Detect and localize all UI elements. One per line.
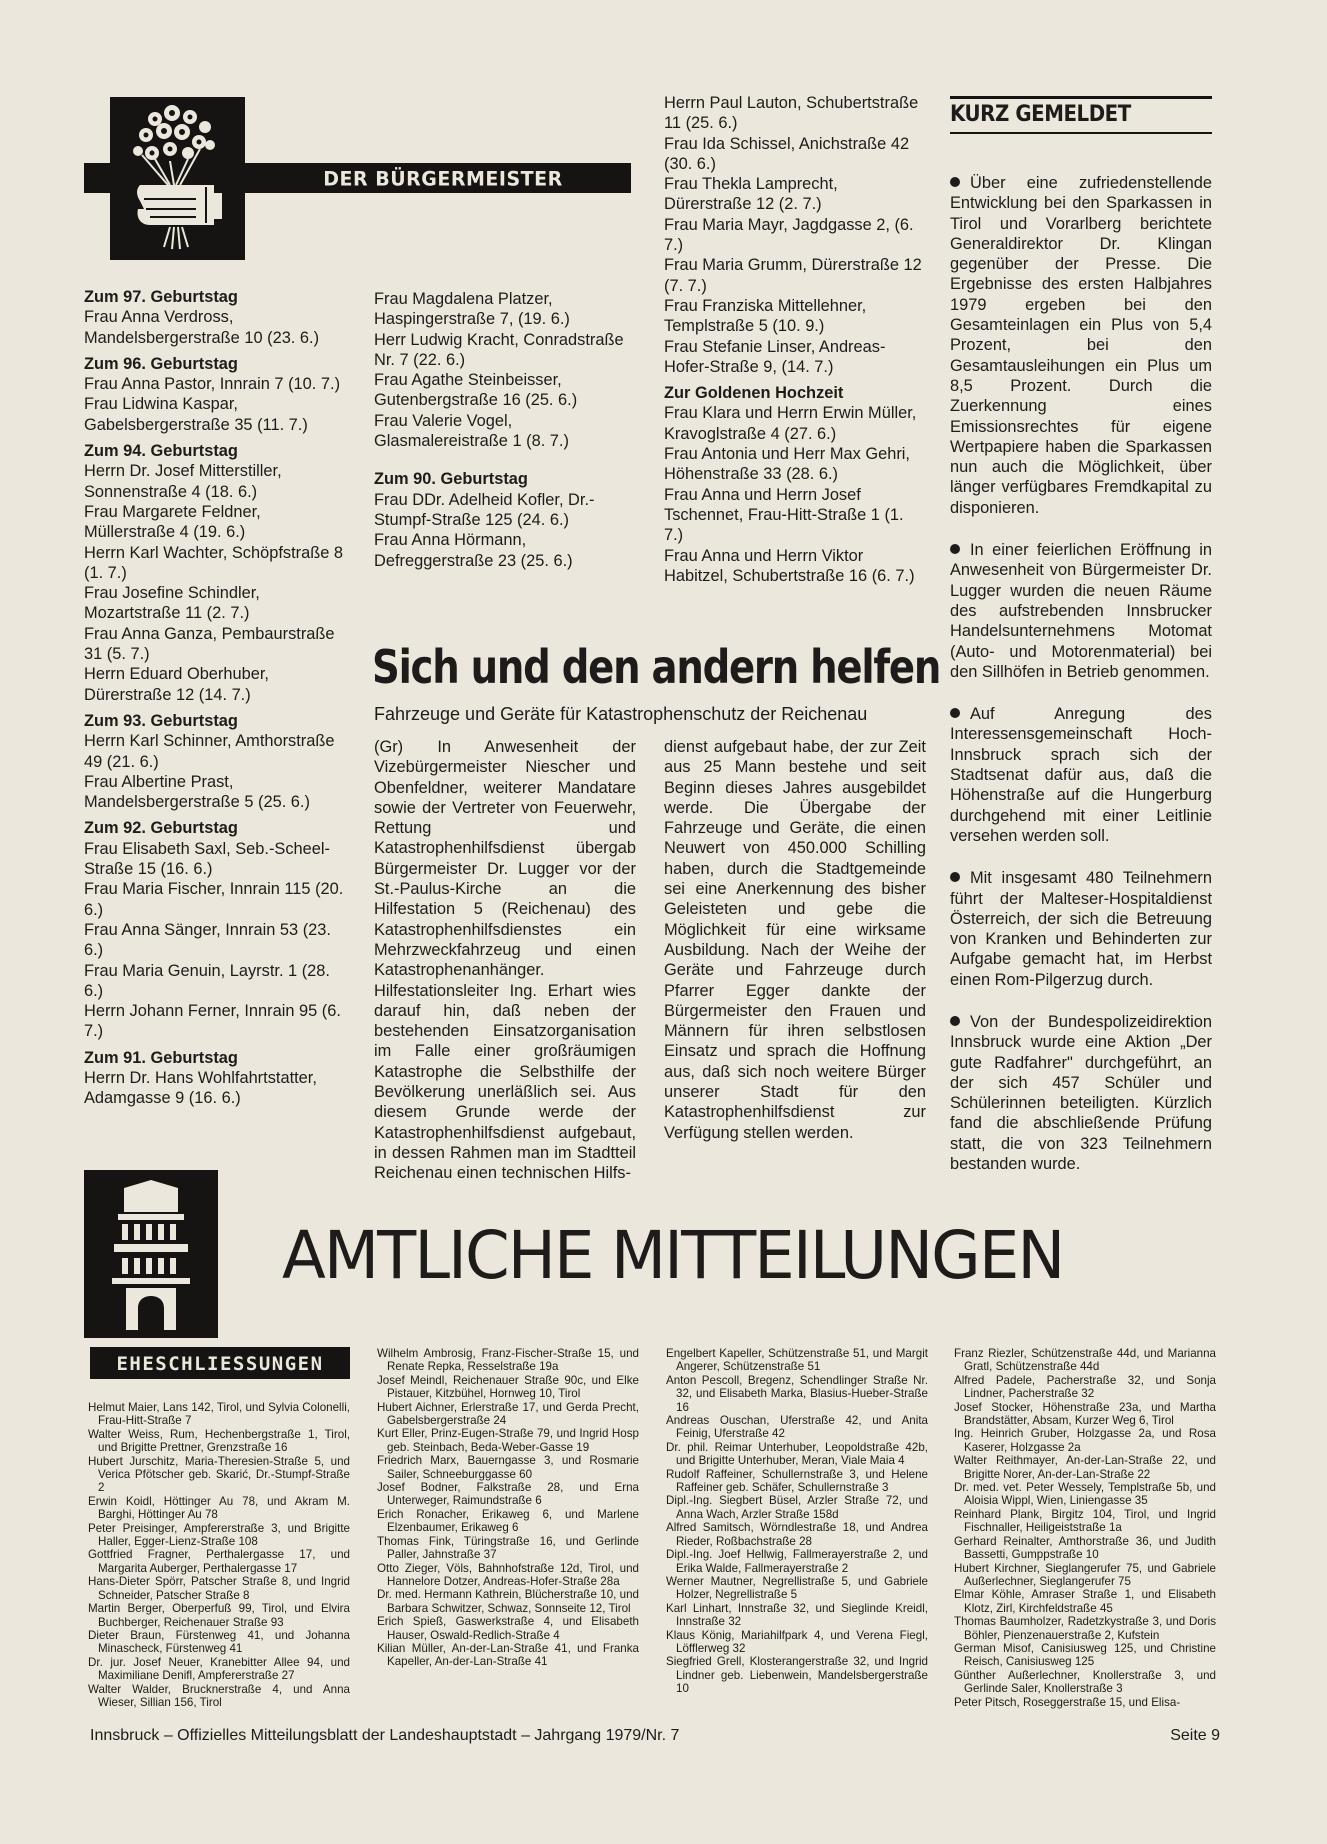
marriage-entry: Dr. phil. Reimar Unterhuber, Leopoldstraße 42b, und Brigitte Unterhuber, Meran, Viale Maia 4 bbox=[666, 1440, 928, 1468]
gratulation-entry: Herrn Dr. Josef Mitterstiller, Sonnenstraße 4 (18. 6.) bbox=[84, 462, 282, 501]
marriage-entry: Dipl.-Ing. Joef Hellwig, Fallmerayerstraße 2, und Erika Walde, Fallmerayerstraße 2 bbox=[666, 1548, 928, 1575]
marriage-entry: Erwin Koidl, Höttinger Au 78, und Akram M. Barghi, Höttinger Au 78 bbox=[88, 1494, 350, 1522]
article-subhead: Fahrzeuge und Geräte für Katastrophenschutz der Reichenau bbox=[374, 704, 868, 724]
article-column-2: dienst aufgebaut habe, der zur Zeit aus 25 Mann bestehe und seit Beginn dieses Jahres ausgebildet werde. Die Übergabe der Fahrzeuge und Geräte, die einen Neuwert von 450.000 Schilling haben, durch die Stadtgemeinde sei eine Anerkennung des bisher Geleisteten und gebe die Möglichkeit für eine wirksame Ausbildung. Nach der Weihe der Geräte und Fahrzeuge durch Pfarrer Egger dankte der Bürgermeister den Frauen und Männern für ihren selbstlosen Einsatz und sprach die Hoffnung aus, daß sich noch weitere Bürger unserer Stadt für den Katastrophenhilfsdienst zur Verfügung stellen werden. bbox=[664, 738, 926, 1142]
gratulation-entry: Herrn Karl Schinner, Amthorstraße 49 (21. 6.) bbox=[84, 732, 335, 771]
gratulation-entry: Frau Antonia und Herr Max Gehri, Höhenstraße 33 (28. 6.) bbox=[664, 445, 910, 484]
gratulation-entry: Frau Anna Pastor, Innrain 7 (10. 7.) bbox=[84, 375, 341, 394]
marriage-entry: Kurt Eller, Prinz-Eugen-Straße 79, und Ingrid Hosp geb. Steinbach, Beda-Weber-Gasse 19 bbox=[377, 1427, 639, 1454]
marriage-entry: Peter Preisinger, Ampfererstraße 3, und Brigitte Haller, Egger-Lienz-Straße 108 bbox=[88, 1521, 350, 1549]
gratulation-entry: Frau Klara und Herrn Erwin Müller, Kravoglstraße 4 (27. 6.) bbox=[664, 404, 917, 443]
marriage-entry: Erich Spieß, Gaswerkstraße 4, und Elisabeth Hauser, Oswald-Redlich-Straße 4 bbox=[377, 1615, 639, 1642]
marriage-entry: Thomas Baumholzer, Radetzkystraße 3, und Doris Böhler, Pienzenauerstraße 2, Kufstein bbox=[954, 1615, 1216, 1642]
gratulation-entry: Herrn Karl Wachter, Schöpfstraße 8 (1. 7.) bbox=[84, 543, 344, 582]
gratulation-entry: Frau Josefine Schindler, Mozartstraße 11 (2. 7.) bbox=[84, 584, 260, 623]
marriage-entry: Kilian Müller, An-der-Lan-Straße 41, und Franka Kapeller, An-der-Lan-Straße 41 bbox=[377, 1641, 639, 1669]
marriage-entry: Josef Meindl, Reichenauer Straße 90c, und Elke Pistauer, Kitzbühel, Hornweg 10, Tirol bbox=[377, 1373, 639, 1401]
bullet-icon bbox=[950, 177, 960, 187]
marriage-entry: Friedrich Marx, Bauerngasse 3, und Rosmarie Sailer, Schneeburggasse 60 bbox=[377, 1454, 639, 1481]
marriage-entry: Walter Weiss, Rum, Hechenbergstraße 1, Tirol, und Brigitte Prettner, Grenzstraße 16 bbox=[88, 1427, 350, 1455]
gratulation-entry: Frau Anna Sänger, Innrain 53 (23. 6.) bbox=[84, 920, 331, 960]
marriage-entry: Peter Pitsch, Roseggerstraße 15, und Elisa- bbox=[954, 1695, 1181, 1709]
marriage-entry: Dr. med. Hermann Kathrein, Blücherstraße 10, und Barbara Schwitzer, Schwaz, Sonnseite 12, Tirol bbox=[377, 1588, 639, 1615]
article-headline: Sich und den andern helfen bbox=[372, 640, 941, 694]
marriage-entry: Alfred Samitsch, Wörndlestraße 18, und Andrea Rieder, Roßbachstraße 28 bbox=[666, 1521, 928, 1548]
marriage-entry: Thomas Fink, Türingstraße 16, und Gerlinde Paller, Jahnstraße 37 bbox=[377, 1534, 639, 1562]
bullet-icon bbox=[950, 544, 960, 554]
gratulation-entry: Herrn Dr. Hans Wohlfahrtstatter, Adamgasse 9 (16. 6.) bbox=[84, 1068, 317, 1108]
kurz-item-text: Von der Bundespolizeidirektion Innsbruck wurde eine Aktion „Der gute Radfahrer" durchgeführt, an der sich 457 Schüler und Schülerinnen beteiligten. Kürzlich fand die abschließende Prüfung statt, die von 323 Teilnehmern bestanden wurde. bbox=[950, 1012, 1212, 1174]
marriage-entry: Walter Reithmayer, An-der-Lan-Straße 22, und Brigitte Norer, An-der-Lan-Straße 22 bbox=[954, 1454, 1216, 1481]
gratulation-heading: Zur Goldenen Hochzeit bbox=[664, 384, 844, 403]
bullet-icon bbox=[950, 708, 960, 718]
gratulation-column-3 bbox=[664, 93, 926, 586]
gratulation-heading: Zum 97. Geburtstag bbox=[84, 288, 238, 306]
gratulation-column-2 bbox=[374, 289, 636, 571]
gratulation-heading: Zum 96. Geburtstag bbox=[84, 354, 238, 373]
gratulation-entry: Frau Margarete Feldner, Müllerstraße 4 (19. 6.) bbox=[84, 502, 261, 542]
ehe-column-2 bbox=[377, 1347, 639, 1669]
marriage-entry: Josef Stocker, Höhenstraße 23a, und Martha Brandstätter, Absam, Kurzer Weg 6, Tirol bbox=[954, 1400, 1216, 1428]
kurz-item bbox=[950, 173, 1212, 518]
gratulation-entry: Frau Lidwina Kaspar, Gabelsbergerstraße 35 (11. 7.) bbox=[84, 395, 308, 434]
marriage-entry: Günther Außerlechner, Knollerstraße 3, und Gerlinde Saler, Knollerstraße 3 bbox=[954, 1668, 1216, 1696]
ehe-column-1 bbox=[88, 1401, 350, 1709]
gratulation-heading: Zum 94. Geburtstag bbox=[84, 442, 238, 461]
kurz-item-text: Mit insgesamt 480 Teilnehmern führt der Malteser-Hospitaldienst Österreich, der sich die Betreuung von Kranken und Behinderten zur Aufgabe gemacht hat, im Herbst einen Rom-Pilgerzug durch. bbox=[950, 869, 1212, 989]
marriage-entry: German Misof, Canisiusweg 125, und Christine Reisch, Canisiusweg 125 bbox=[954, 1641, 1216, 1669]
gratulation-heading: Zum 93. Geburtstag bbox=[84, 711, 238, 730]
gratulation-column-1 bbox=[84, 287, 346, 1109]
kurz-item-text: Auf Anregung des Interessensgemeinschaft Hoch-Innsbruck sprach sich der Stadtsenat dafür aus, daß die Höhenstraße auf die Hungerburg durchgehend mit einer Leitlinie versehen werden soll. bbox=[950, 705, 1212, 845]
ehe-column-4 bbox=[954, 1347, 1216, 1709]
gratulation-entry: Herrn Paul Lauton, Schubertstraße 11 (25. 6.) bbox=[664, 94, 919, 133]
marriage-entry: Dipl.-Ing. Siegbert Büsel, Arzler Straße 72, und Anna Wach, Arzler Straße 158d bbox=[666, 1494, 928, 1521]
gratulation-entry: Frau Maria Mayr, Jagdgasse 2, (6. 7.) bbox=[664, 215, 914, 255]
kurz-rule-top bbox=[950, 96, 1212, 99]
marriage-entry: Siegfried Grell, Klosterangerstraße 32, und Ingrid Lindner geb. Liebenwein, Mandelsbergerstraße 10 bbox=[666, 1655, 928, 1696]
gratulation-entry: Frau Agathe Steinbeisser, Gutenbergstraße 16 (25. 6.) bbox=[374, 371, 578, 410]
marriage-entry: Wilhelm Ambrosig, Franz-Fischer-Straße 15, und Renate Repka, Resselstraße 19a bbox=[377, 1347, 639, 1374]
marriage-entry: Franz Riezler, Schützenstraße 44d, und Marianna Gratl, Schützenstraße 44d bbox=[954, 1347, 1216, 1374]
footer-page-number: Seite 9 bbox=[1170, 1727, 1220, 1744]
marriage-entry: Dieter Braun, Fürstenweg 41, und Johanna Minascheck, Fürstenweg 41 bbox=[88, 1628, 350, 1656]
gratulation-entry: Frau Valerie Vogel, Glasmalereistraße 1 (8. 7.) bbox=[374, 411, 569, 451]
gratulation-heading: Zum 90. Geburtstag bbox=[374, 470, 528, 489]
marriage-entry: Andreas Ouschan, Uferstraße 42, und Anita Feinig, Uferstraße 42 bbox=[666, 1414, 928, 1441]
kurz-title: KURZ GEMELDET bbox=[950, 102, 1131, 127]
kurz-item bbox=[950, 1012, 1212, 1174]
ehe-column-3 bbox=[666, 1347, 928, 1696]
gratulation-title: DER BÜRGERMEISTER GRATULIERTE bbox=[323, 167, 563, 218]
gratulation-entry: Frau Magdalena Platzer, Haspingerstraße 7, (19. 6.) bbox=[374, 290, 570, 329]
gratulation-entry: Herrn Eduard Oberhuber, Dürerstraße 12 (14. 7.) bbox=[84, 665, 269, 704]
marriage-entry: Reinhard Plank, Birgitz 104, Tirol, und Ingrid Fischnaller, Heiligeiststraße 1a bbox=[954, 1507, 1216, 1535]
marriage-entry: Gerhard Reinalter, Amthorstraße 36, und Judith Bassetti, Gumppstraße 10 bbox=[954, 1534, 1216, 1562]
gratulation-heading: Zum 92. Geburtstag bbox=[84, 819, 238, 838]
marriage-entry: Alfred Padele, Pacherstraße 32, und Sonja Lindner, Pacherstraße 32 bbox=[954, 1373, 1216, 1401]
gratulation-entry: Frau Anna Hörmann, Defreggerstraße 23 (25. 6.) bbox=[374, 531, 573, 570]
marriage-entry: Gottfried Fragner, Perthalergasse 17, und Margarita Auberger, Perthalergasse 17 bbox=[88, 1548, 350, 1575]
marriage-entry: Hubert Aichner, Erlerstraße 17, und Gerda Precht, Gabelsbergerstraße 24 bbox=[377, 1400, 639, 1428]
article-column-1: (Gr) In Anwesenheit der Vizebürgermeister Niescher und Obenfeldner, weiterer Mandatare sowie der Vertreter von Feuerwehr, Rettung und Katastrophenhilfsdienst übergab Bürgermeister Dr. Lugger vor der St.-Paulus-Kirche an die Hilfestation 5 (Reichenau) des Katastrophenhilfsdienstes ein Mehrzweckfahrzeug und einen Katastrophenanhänger. Hilfestationsleiter Ing. Erhart wies darauf hin, daß neben der bestehenden Einsatzorganisation im Falle einer großräumigen Katastrophe die Selbsthilfe der Bevölkerung unerläßlich sei. Aus diesem Grunde werde der Katastrophenhilfsdienst aufgebaut, in dessen Rahmen man im Stadtteil Reichenau einen technischen Hilfs- bbox=[374, 738, 636, 1183]
marriage-entry: Walter Walder, Brucknerstraße 4, und Anna Wieser, Sillian 156, Tirol bbox=[88, 1682, 350, 1709]
kurz-item-text: Über eine zufriedenstellende Entwicklung bei den Sparkassen in Tirol und Vorarlberg berichtete Generaldirektor Dr. Klingan gegenüber der Presse. Die Ergebnisse des ersten Halbjahres 1979 ergeben bei den Gesamteinlagen ein Plus von 5,4 Prozent, bei den Gesamtausleihungen ein Plus um 8,5 Prozent. Durch die Zuerkennung eines Emissionsrechtes für eigene Wertpapiere haben die Sparkassen nun auch die Möglichkeit, über länger verfügbares Fremdkapital zu disponieren. bbox=[950, 174, 1212, 517]
marriage-entry: Dr. med. vet. Peter Wessely, Templstraße 5b, und Aloisia Wippl, Wien, Liniengasse 35 bbox=[954, 1481, 1216, 1508]
gratulation-entry: Frau Maria Grumm, Dürerstraße 12 (7. 7.) bbox=[664, 256, 922, 295]
bullet-icon bbox=[950, 1016, 960, 1026]
gratulation-entry: Frau Anna Verdross, Mandelsbergerstraße 10 (23. 6.) bbox=[84, 308, 320, 347]
marriage-entry: Hubert Kirchner, Sieglangerufer 75, und Gabriele Außerlechner, Sieglangerufer 75 bbox=[954, 1561, 1216, 1588]
gratulation-entry: Frau Anna Ganza, Pembaurstraße 31 (5. 7.) bbox=[84, 624, 335, 664]
marriage-entry: Rudolf Raffeiner, Schullernstraße 3, und Helene Raffeiner geb. Schäfer, Schullernstraße 3 bbox=[666, 1467, 928, 1495]
kurz-item bbox=[950, 704, 1212, 846]
gratulation-entry: Frau Albertine Prast, Mandelsbergerstraße 5 (25. 6.) bbox=[84, 772, 310, 812]
city-tower-icon bbox=[84, 1170, 218, 1338]
marriage-entry: Helmut Maier, Lans 142, Tirol, und Sylvia Colonelli, Frau-Hitt-Straße 7 bbox=[88, 1401, 350, 1428]
gratulation-entry: Frau Franziska Mittellehner, Templstraße 5 (10. 9.) bbox=[664, 296, 867, 336]
kurz-item bbox=[950, 868, 1212, 990]
gratulation-entry: Frau Thekla Lamprecht, Dürerstraße 12 (2. 7.) bbox=[664, 175, 838, 214]
gratulation-entry: Herr Ludwig Kracht, Conradstraße Nr. 7 (22. 6.) bbox=[374, 330, 624, 369]
gratulation-heading: Zum 91. Geburtstag bbox=[84, 1048, 238, 1067]
marriage-entry: Werner Mautner, Negrellistraße 5, und Gabriele Holzer, Negrellistraße 5 bbox=[666, 1574, 928, 1602]
gratulation-entry: Frau Ida Schissel, Anichstraße 42 (30. 6.) bbox=[664, 134, 910, 173]
marriage-entry: Karl Linhart, Innstraße 32, und Sieglinde Kreidl, Innstraße 32 bbox=[666, 1601, 928, 1629]
amtliche-title: AMTLICHE MITTEILUNGEN bbox=[282, 1217, 1064, 1294]
gratulation-entry: Frau Elisabeth Saxl, Seb.-Scheel-Straße 15 (16. 6.) bbox=[84, 839, 330, 879]
footer-publication: Innsbruck – Offizielles Mitteilungsblatt der Landeshauptstadt – Jahrgang 1979/Nr. 7 bbox=[90, 1727, 680, 1744]
bullet-icon bbox=[950, 872, 960, 882]
gratulation-entry: Frau DDr. Adelheid Kofler, Dr.-Stumpf-Straße 125 (24. 6.) bbox=[374, 490, 595, 529]
gratulation-emblem bbox=[110, 97, 245, 260]
gratulation-entry: Frau Anna und Herrn Viktor Habitzel, Schubertstraße 16 (6. 7.) bbox=[664, 546, 915, 585]
gratulation-entry: Frau Maria Fischer, Innrain 115 (20. 6.) bbox=[84, 880, 344, 919]
kurz-item-text: In einer feierlichen Eröffnung in Anwesenheit von Bürgermeister Dr. Lugger wurden die neuen Räume des aufstrebenden Innsbrucker Handelsunternehmens Motomat (Auto- und Motorenmaterial) bei den Sillhöfen in Betrieb genommen. bbox=[950, 541, 1212, 681]
marriage-entry: Martin Berger, Oberperfuß 99, Tirol, und Elvira Buchberger, Reichenauer Straße 93 bbox=[88, 1602, 350, 1629]
marriage-entry: Erich Ronacher, Erikaweg 6, und Marlene Elzenbaumer, Erikaweg 6 bbox=[377, 1507, 639, 1535]
marriage-entry: Elmar Köhle, Amraser Straße 1, und Elisabeth Klotz, Zirl, Kirchfeldstraße 45 bbox=[954, 1588, 1216, 1615]
city-tower-emblem bbox=[84, 1170, 218, 1338]
kurz-gemeldet-column bbox=[950, 173, 1212, 1196]
marriage-entry: Josef Bodner, Falkstraße 28, und Erna Unterweger, Raimundstraße 6 bbox=[377, 1481, 639, 1508]
gratulation-entry: Herrn Johann Ferner, Innrain 95 (6. 7.) bbox=[84, 1002, 341, 1041]
gratulation-entry: Frau Anna und Herrn Josef Tschennet, Frau-Hitt-Straße 1 (1. 7.) bbox=[664, 485, 904, 545]
gratulation-entry: Frau Stefanie Linser, Andreas-Hofer-Straße 9, (14. 7.) bbox=[664, 337, 886, 376]
marriage-entry: Anton Pescoll, Bregenz, Schendlinger Straße Nr. 32, und Elisabeth Marka, Blasius-Hueber-Straße 16 bbox=[666, 1373, 928, 1414]
marriage-entry: Otto Zieger, Völs, Bahnhofstraße 12d, Tirol, und Hannelore Dotzer, Andreas-Hofer-Straße 28a bbox=[377, 1561, 639, 1588]
gratulation-entry: Frau Maria Genuin, Layrstr. 1 (28. 6.) bbox=[84, 961, 330, 1000]
marriage-entry: Hubert Jurschitz, Maria-Theresien-Straße 5, und Verica Pfötscher geb. Skarić, Dr.-Stumpf-Straße 2 bbox=[88, 1454, 350, 1495]
marriage-entry: Hans-Dieter Spörr, Patscher Straße 8, und Ingrid Schneider, Patscher Straße 8 bbox=[88, 1575, 350, 1602]
ehe-section-title: EHESCHLIESSUNGEN bbox=[116, 1353, 324, 1375]
kurz-item bbox=[950, 540, 1212, 682]
marriage-entry: Klaus König, Mariahilfpark 4, und Verena Fiegl, Löfflerweg 32 bbox=[666, 1628, 928, 1655]
marriage-entry: Dr. jur. Josef Neuer, Kranebitter Allee 94, und Maximiliane Denifl, Ampfererstraße 27 bbox=[88, 1655, 350, 1683]
flower-bouquet-hand-icon bbox=[110, 97, 245, 260]
marriage-entry: Ing. Heinrich Gruber, Holzgasse 2a, und Rosa Kaserer, Holzgasse 2a bbox=[954, 1427, 1216, 1454]
marriage-entry: Engelbert Kapeller, Schützenstraße 51, und Margit Angerer, Schützenstraße 51 bbox=[666, 1347, 928, 1374]
kurz-rule-bottom bbox=[950, 132, 1212, 134]
